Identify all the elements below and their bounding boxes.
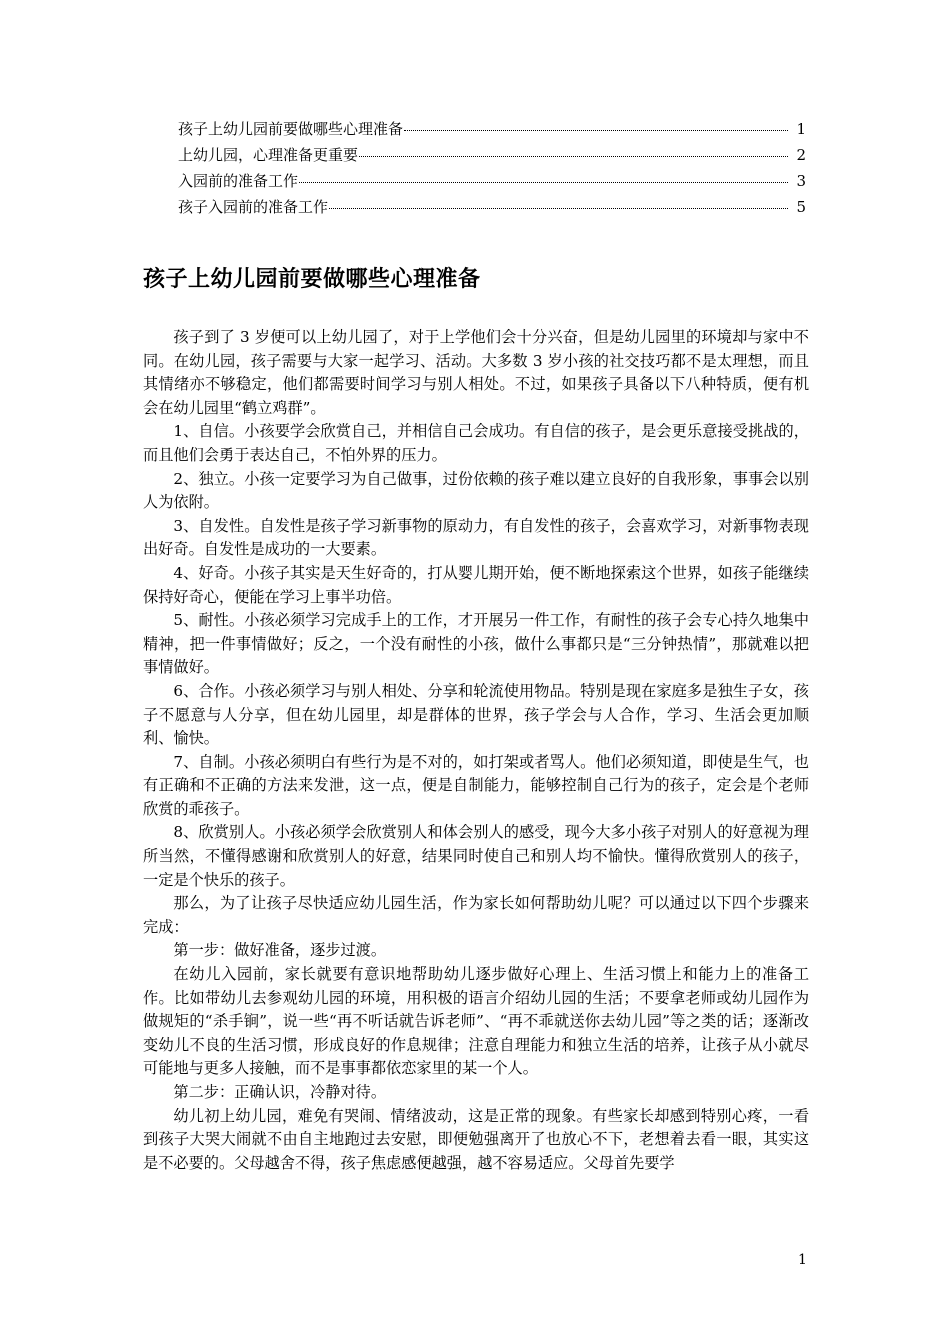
toc-entry[interactable] — [178, 144, 806, 170]
paragraph: 在幼儿入园前，家长就要有意识地帮助幼儿逐步做好心理上、生活习惯上和能力上的准备工作。比如带幼儿去参观幼儿园的环境，用积极的语言介绍幼儿园的生活；不要拿老师或幼儿园作为做规矩的“杀手锏”，说一些“再不听话就告诉老师”、“再不乖就送你去幼儿园”等之类的话；逐渐改变幼儿不良的生活习惯，形成良好的作息规律；注意自理能力和独立生活的培养，让孩子从小就尽可能地与更多人接触，而不是事事都依恋家里的某一个人。 — [143, 965, 809, 1078]
paragraph: 3、自发性。自发性是孩子学习新事物的原动力，有自发性的孩子，会喜欢学习，对新事物表现出好奇。自发性是成功的一大要素。 — [143, 516, 809, 559]
paragraph: 第一步：做好准备，逐步过渡。 — [173, 941, 387, 960]
paragraph: 5、耐性。小孩必须学习完成手上的工作，才开展另一件工作，有耐性的孩子会专心持久地集中精神，把一件事情做好；反之，一个没有耐性的小孩，做什么事都只是“三分钟热情”，那就难以把事情做好。 — [143, 611, 809, 677]
section-heading: 孩子上幼儿园前要做哪些心理准备 — [143, 267, 481, 292]
toc-entry-title: 上幼儿园，心理准备更重要 — [178, 146, 359, 164]
toc-entry-title: 孩子上幼儿园前要做哪些心理准备 — [178, 120, 404, 138]
toc-entry-page: 5 — [796, 198, 806, 216]
paragraph: 1、自信。小孩要学会欣赏自己，并相信自己会成功。有自信的孩子，是会更乐意接受挑战的，而且他们会勇于表达自己，不怕外界的压力。 — [143, 422, 809, 464]
toc-entry-page: 1 — [796, 120, 806, 138]
paragraph: 8、欣赏别人。小孩必须学会欣赏别人和体会别人的感受，现今大多小孩子对别人的好意视为理所当然，不懂得感谢和欣赏别人的好意，结果同时使自己和别人均不愉快。懂得欣赏别人的孩子，一定是个快乐的孩子。 — [143, 823, 809, 889]
toc-leader-dots — [404, 130, 788, 131]
toc-entry-title: 入园前的准备工作 — [178, 172, 299, 190]
toc-entry[interactable] — [178, 118, 806, 144]
paragraph: 4、好奇。小孩子其实是天生好奇的，打从婴儿期开始，便不断地探索这个世界，如孩子能继续保持好奇心，便能在学习上事半功倍。 — [143, 563, 809, 606]
toc-entry[interactable] — [178, 196, 806, 222]
toc-entry[interactable] — [178, 170, 806, 196]
page-number: 1 — [798, 1252, 807, 1268]
paragraph: 2、独立。小孩一定要学习为自己做事，过份依赖的孩子难以建立良好的自我形象，事事会以别人为依附。 — [143, 469, 809, 512]
toc-entry-page: 3 — [796, 172, 806, 190]
toc-leader-dots — [359, 156, 788, 157]
paragraph: 那么，为了让孩子尽快适应幼儿园生活，作为家长如何帮助幼儿呢？可以通过以下四个步骤来完成： — [143, 894, 809, 936]
toc-entry-page: 2 — [796, 146, 806, 164]
paragraph: 第二步：正确认识，冷静对待。 — [173, 1083, 387, 1101]
paragraph: 幼儿初上幼儿园，难免有哭闹、情绪波动，这是正常的现象。有些家长却感到特别心疼，一看到孩子大哭大闹就不由自主地跑过去安慰，即便勉强离开了也放心不下，老想着去看一眼，其实这是不必要的。父母越舍不得，孩子焦虑感便越强，越不容易适应。父母首先要学 — [143, 1106, 809, 1172]
toc-leader-dots — [299, 182, 788, 183]
article-body — [143, 326, 809, 1175]
paragraph: 6、合作。小孩必须学习与别人相处、分享和轮流使用物品。特别是现在家庭多是独生子女，孩子不愿意与人分享，但在幼儿园里，却是群体的世界，孩子学会与人合作，学习、生活会更加顺利、愉快。 — [143, 681, 809, 748]
toc-leader-dots — [329, 208, 788, 209]
table-of-contents — [178, 118, 806, 222]
toc-entry-title: 孩子入园前的准备工作 — [178, 198, 329, 216]
paragraph: 孩子到了 3 岁便可以上幼儿园了，对于上学他们会十分兴奋，但是幼儿园里的环境却与家中不同。在幼儿园，孩子需要与大家一起学习、活动。大多数 3 岁小孩的社交技巧都不是太理想，而且其情绪亦不够稳定，他们都需要时间学习与别人相处。不过，如果孩子具备以下八种特质，便有机会在幼儿园里“鹤立鸡群”。 — [143, 328, 809, 417]
paragraph: 7、自制。小孩必须明白有些行为是不对的，如打架或者骂人。他们必须知道，即使是生气，也有正确和不正确的方法来发泄，这一点，便是自制能力，能够控制自己行为的孩子，定会是个老师欣赏的乖孩子。 — [143, 752, 809, 818]
